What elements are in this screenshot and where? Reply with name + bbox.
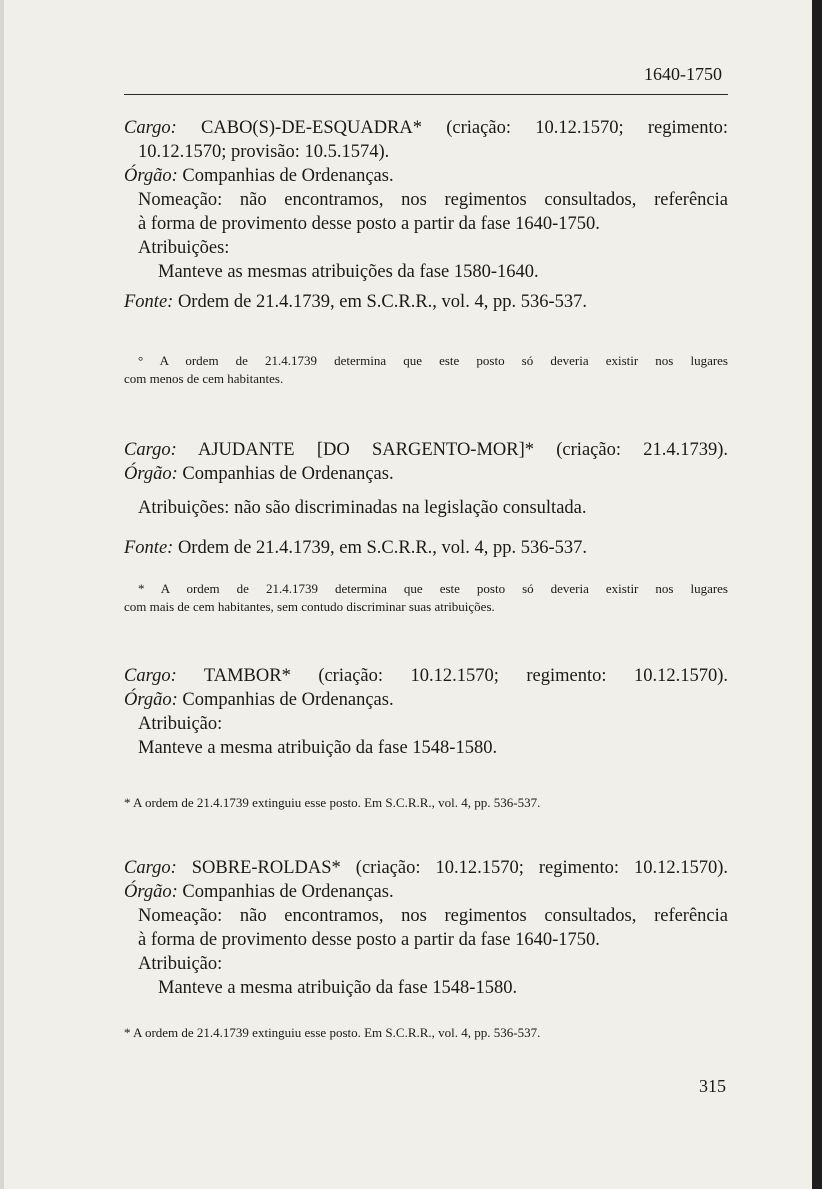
- orgao-label: Órgão:: [124, 166, 178, 186]
- footnote-line-2: com menos de cem habitantes.: [124, 371, 284, 386]
- nomeacao-line-2: à forma de provimento desse posto a partir da fase 1640-1750.: [138, 214, 600, 234]
- cargo-label: Cargo:: [124, 666, 177, 686]
- cargo-continuation: 10.12.1570; provisão: 10.5.1574).: [138, 142, 390, 162]
- atribuicao-label: Atribuição:: [138, 954, 223, 974]
- page-number: 315: [699, 1076, 726, 1096]
- entry-sobre-roldas: [124, 856, 728, 1000]
- footnote-line-1: * A ordem de 21.4.1739 determina que este posto só deveria existir nos lugares: [138, 581, 728, 596]
- orgao-label: Órgão:: [124, 464, 178, 484]
- fonte-label: Fonte:: [124, 292, 174, 312]
- nomeacao-line-1: Nomeação: não encontramos, nos regimentos consultados, referência: [138, 906, 728, 926]
- cargo-label: Cargo:: [124, 858, 177, 878]
- cargo-text: AJUDANTE [DO SARGENTO-MOR]* (criação: 21.4.1739).: [198, 440, 728, 460]
- cargo-text: CABO(S)-DE-ESQUADRA* (criação: 10.12.1570; regimento:: [201, 118, 729, 138]
- footnote-entry3: [124, 794, 728, 812]
- orgao-text: Companhias de Ordenanças.: [182, 464, 394, 484]
- fonte-text: Ordem de 21.4.1739, em S.C.R.R., vol. 4, pp. 536-537.: [177, 538, 587, 558]
- atribuicoes-label: Atribuições:: [138, 238, 230, 258]
- footnote-entry2: [124, 580, 728, 616]
- orgao-label: Órgão:: [124, 882, 178, 902]
- nomeacao-line-1: Nomeação: não encontramos, nos regimentos consultados, referência: [138, 190, 728, 210]
- running-head: 1640-1750: [644, 64, 722, 84]
- orgao-label: Órgão:: [124, 690, 178, 710]
- entry-ajudante: [124, 438, 728, 560]
- atribuicao-label: Atribuição:: [138, 714, 223, 734]
- atribuicoes-text: Atribuições: não são discriminadas na legislação consultada.: [138, 498, 587, 518]
- cargo-text: TAMBOR* (criação: 10.12.1570; regimento: 10.12.1570).: [203, 666, 729, 686]
- orgao-text: Companhias de Ordenanças.: [182, 166, 394, 186]
- cargo-label: Cargo:: [124, 440, 177, 460]
- cargo-text: SOBRE-ROLDAS* (criação: 10.12.1570; regimento: 10.12.1570).: [191, 858, 728, 878]
- atribuicao-text: Manteve a mesma atribuição da fase 1548-1580.: [138, 738, 498, 758]
- atribuicoes-text: Manteve as mesmas atribuições da fase 1580-1640.: [158, 262, 539, 282]
- book-page: [4, 0, 812, 1189]
- nomeacao-line-2: à forma de provimento desse posto a partir da fase 1640-1750.: [138, 930, 600, 950]
- scan-edge: [812, 0, 822, 1189]
- cargo-label: Cargo:: [124, 118, 177, 138]
- orgao-text: Companhias de Ordenanças.: [182, 882, 394, 902]
- footnote-entry1: [124, 352, 728, 388]
- atribuicao-text: Manteve a mesma atribuição da fase 1548-1580.: [158, 978, 518, 998]
- orgao-text: Companhias de Ordenanças.: [182, 690, 394, 710]
- footnote-line: * A ordem de 21.4.1739 extinguiu esse posto. Em S.C.R.R., vol. 4, pp. 536-537.: [124, 795, 541, 810]
- footnote-line-1: ° A ordem de 21.4.1739 determina que este posto só deveria existir nos lugares: [138, 353, 728, 368]
- entry-cabo-de-esquadra: [124, 116, 728, 314]
- footnote-line: * A ordem de 21.4.1739 extinguiu esse posto. Em S.C.R.R., vol. 4, pp. 536-537.: [124, 1025, 541, 1040]
- footnote-line-2: com mais de cem habitantes, sem contudo discriminar suas atribuições.: [124, 599, 495, 614]
- fonte-text: Ordem de 21.4.1739, em S.C.R.R., vol. 4, pp. 536-537.: [177, 292, 587, 312]
- fonte-label: Fonte:: [124, 538, 174, 558]
- footnote-entry4: [124, 1024, 728, 1042]
- entry-tambor: [124, 664, 728, 760]
- header-rule: [124, 94, 728, 95]
